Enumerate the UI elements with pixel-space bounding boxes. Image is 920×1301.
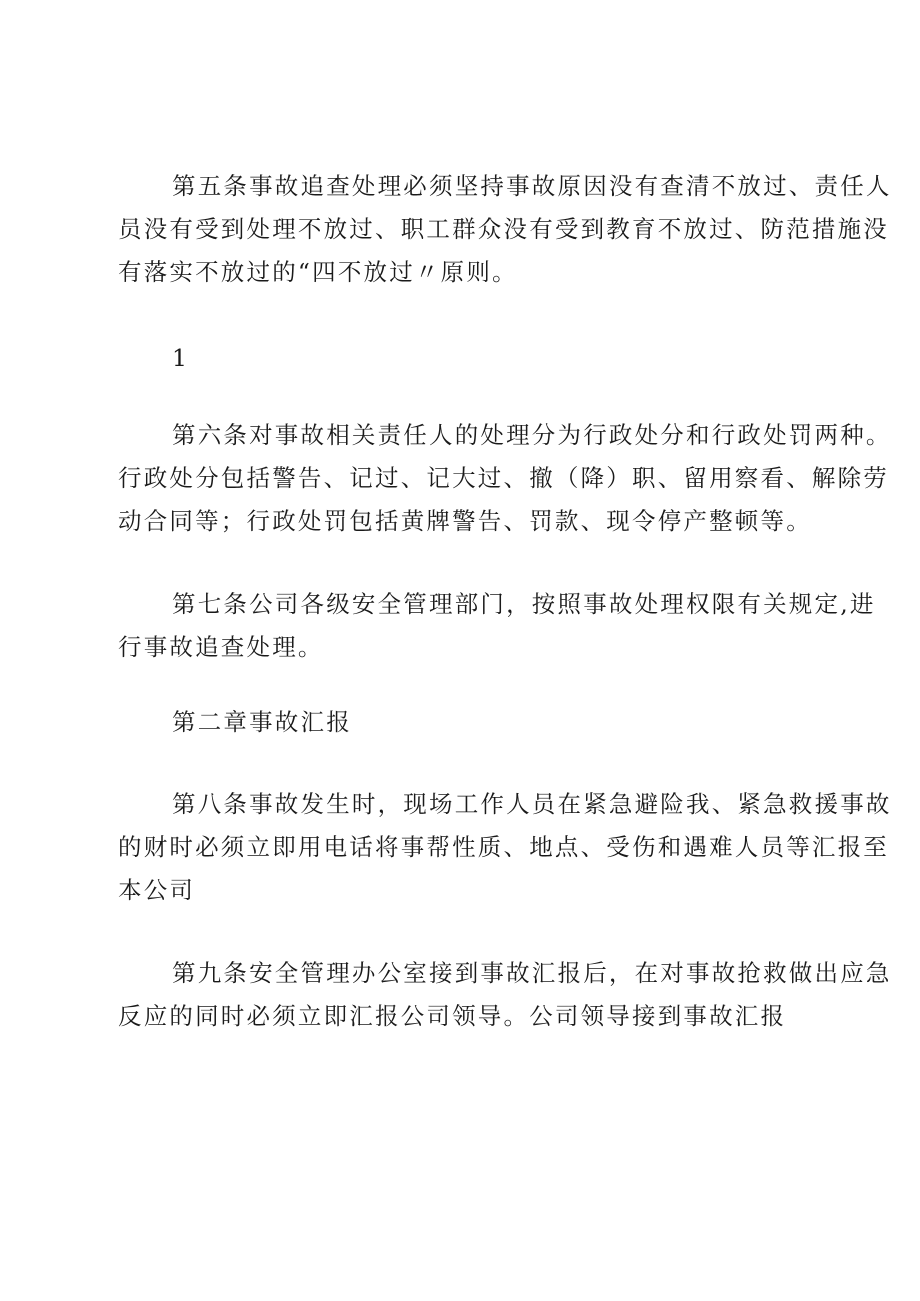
article-5-line-3: 有落实不放过的“四不放过〃原则。	[118, 258, 518, 286]
article-6-line-3: 动合同等；行政处罚包括黄牌警告、罚款、现令停产整顿等。	[118, 507, 812, 535]
article-9-line-1: 第九条安全管理办公室接到事故汇报后，在对事故抢救做出应急	[172, 959, 892, 987]
article-8-line-1: 第八条事故发生时，现场工作人员在紧急避险我、紧急救援事故	[172, 790, 892, 818]
article-8-paragraph	[118, 783, 892, 912]
article-9-line-2: 反应的同时必须立即汇报公司领导。公司领导接到事故汇报	[118, 1002, 787, 1030]
article-6-paragraph	[118, 414, 892, 543]
page-number: 1	[172, 344, 190, 372]
article-5-line-1: 第五条事故追查处理必须坚持事故原因没有查清不放过、责任人	[172, 172, 892, 200]
page-number-block	[118, 337, 818, 380]
article-6-line-2: 行政处分包括警告、记过、记大过、撤（降）职、留用察看、解除劳	[118, 464, 889, 492]
article-5-line-2: 员没有受到处理不放过、职工群众没有受到教育不放过、防范措施没	[118, 215, 889, 243]
chapter-2-heading	[118, 701, 818, 744]
article-5-paragraph	[118, 165, 892, 294]
article-7-line-1: 第七条公司各级安全管理部门，按照事故处理权限有关规定,进	[172, 590, 876, 618]
article-7-line-2: 行事故追查处理。	[118, 633, 324, 661]
article-7-paragraph	[118, 583, 876, 669]
article-8-line-2: 的财时必须立即用电话将事帮性质、地点、受伤和遇难人员等汇报至	[118, 833, 889, 861]
article-8-line-3: 本公司	[118, 876, 196, 904]
chapter-2-title: 第二章事故汇报	[172, 708, 352, 736]
article-9-paragraph	[118, 952, 892, 1038]
article-6-line-1: 第六条对事故相关责任人的处理分为行政处分和行政处罚两种。	[172, 421, 892, 449]
